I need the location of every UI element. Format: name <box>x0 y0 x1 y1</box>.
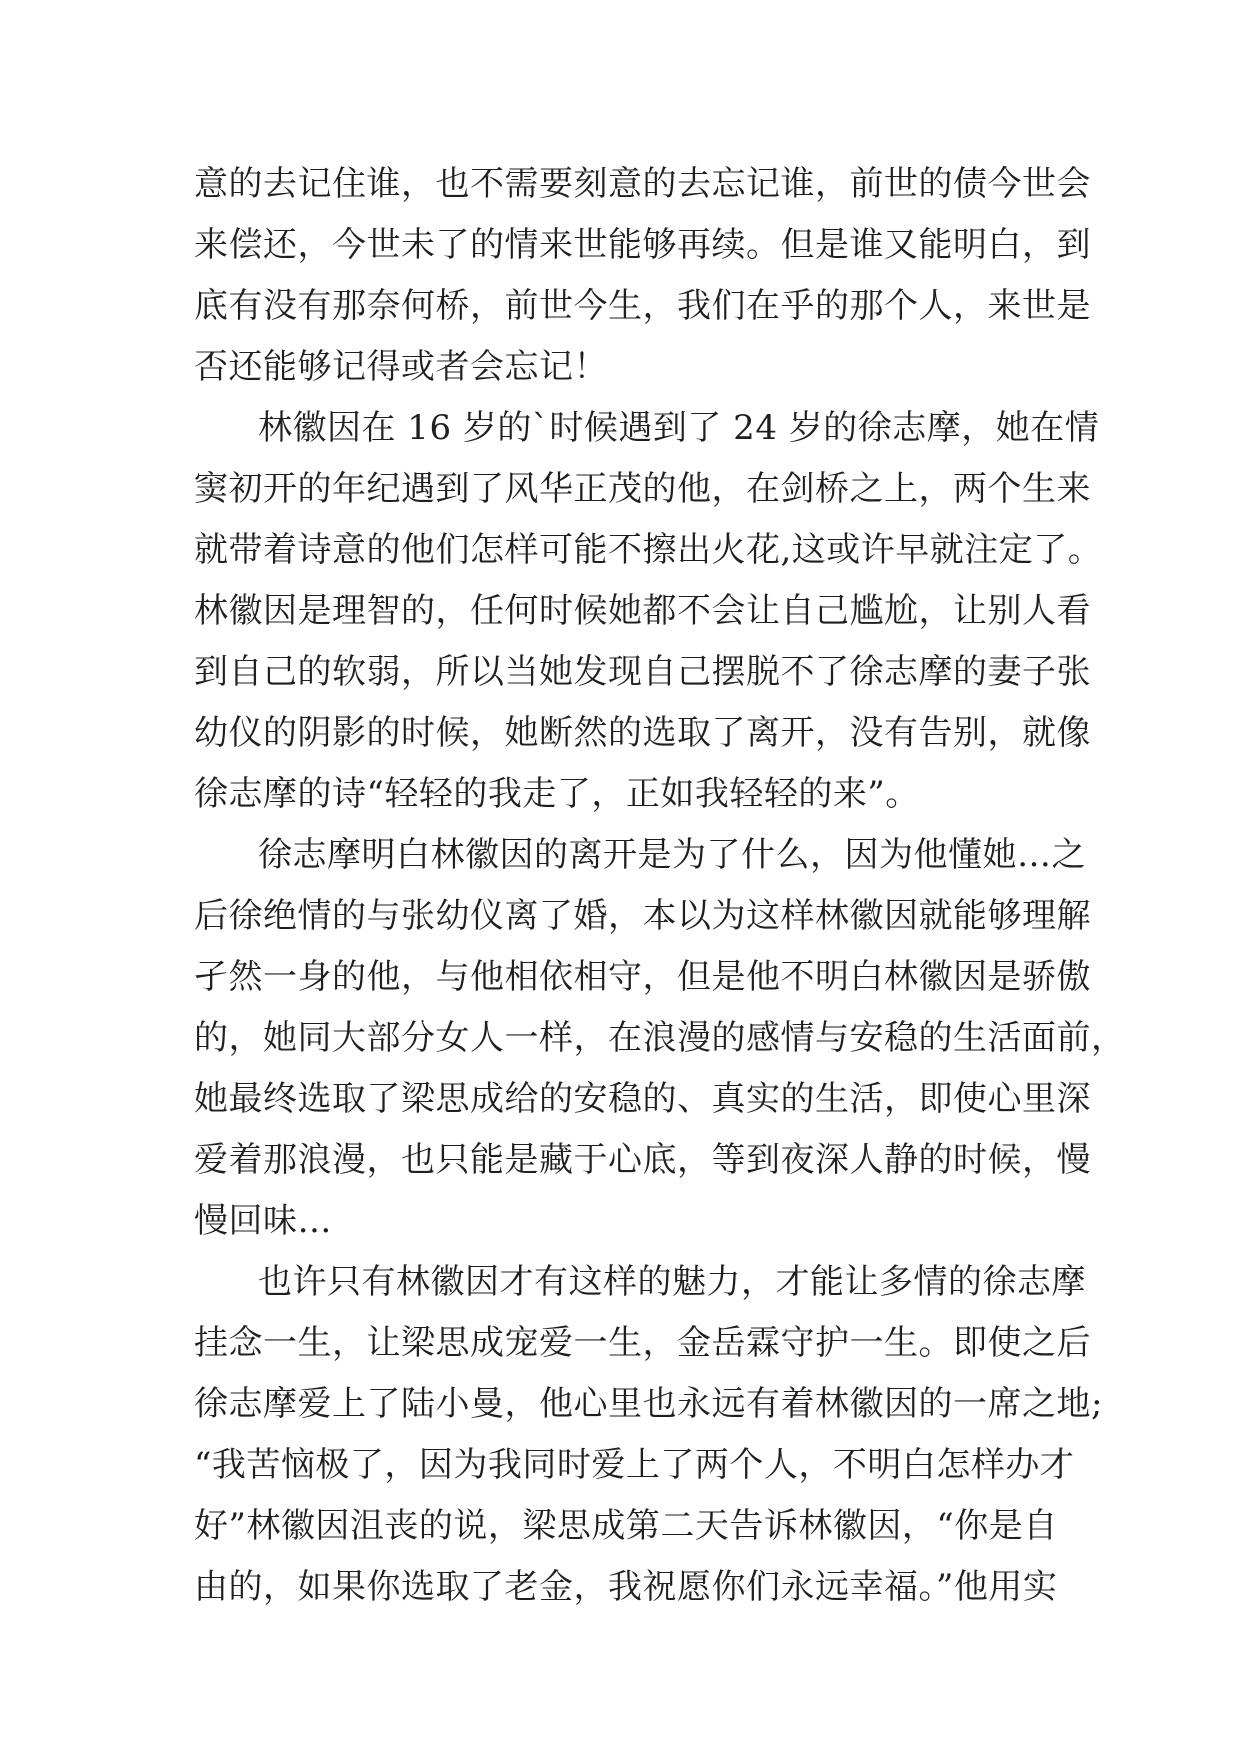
text-line: 就带着诗意的他们怎样可能不擦出火花,这或许早就注定了。 <box>194 530 1103 570</box>
text-line: 意的去记住谁，也不需要刻意的去忘记谁，前世的债今世会 <box>194 164 1091 204</box>
text-line: 由的，如果你选取了老金，我祝愿你们永远幸福。”他用实 <box>194 1567 1058 1607</box>
text-line: 爱着那浪漫，也只能是藏于心底，等到夜深人静的时候，慢 <box>194 1140 1091 1180</box>
text-line: 林徽因在 16 岁的`时候遇到了 24 岁的徐志摩，她在情 <box>258 408 1100 448</box>
paragraph-3 <box>194 825 1126 1252</box>
text-line: 幼仪的阴影的时候，她断然的选取了离开，没有告别，就像 <box>194 713 1091 753</box>
text-line: 慢回味… <box>194 1201 332 1241</box>
paragraph-1 <box>194 154 1091 398</box>
text-line: 林徽因是理智的，任何时候她都不会让自己尴尬，让别人看 <box>194 591 1091 631</box>
text-line: 她最终选取了梁思成给的安稳的、真实的生活，即使心里深 <box>194 1079 1091 1119</box>
body-text <box>194 154 1126 1618</box>
paragraph-2 <box>194 398 1103 825</box>
text-line: 的，她同大部分女人一样，在浪漫的感情与安稳的生活面前， <box>194 1018 1126 1058</box>
paragraph-4 <box>194 1252 1103 1618</box>
text-line: 来偿还，今世未了的情来世能够再续。但是谁又能明白，到 <box>194 225 1091 265</box>
text-line: “我苦恼极了，因为我同时爱上了两个人，不明白怎样办才 <box>194 1445 1075 1485</box>
text-line: 徐志摩的诗“轻轻的我走了，正如我轻轻的来”。 <box>194 774 920 814</box>
text-line: 挂念一生，让梁思成宠爱一生，金岳霖守护一生。即使之后 <box>194 1323 1091 1363</box>
text-line: 也许只有林徽因才有这样的魅力，才能让多情的徐志摩 <box>258 1262 1086 1302</box>
text-line: 徐志摩爱上了陆小曼，他心里也永远有着林徽因的一席之地; <box>194 1384 1103 1424</box>
text-line: 徐志摩明白林徽因的离开是为了什么，因为他懂她…之 <box>258 835 1086 875</box>
text-line: 到自己的软弱，所以当她发现自己摆脱不了徐志摩的妻子张 <box>194 652 1091 692</box>
text-line: 否还能够记得或者会忘记！ <box>194 347 608 387</box>
text-line: 后徐绝情的与张幼仪离了婚，本以为这样林徽因就能够理解 <box>194 896 1091 936</box>
text-line: 孑然一身的他，与他相依相守，但是他不明白林徽因是骄傲 <box>194 957 1091 997</box>
text-line: 好”林徽因沮丧的说，梁思成第二天告诉林徽因，“你是自 <box>194 1506 1058 1546</box>
text-line: 窦初开的年纪遇到了风华正茂的他，在剑桥之上，两个生来 <box>194 469 1091 509</box>
text-line: 底有没有那奈何桥，前世今生，我们在乎的那个人，来世是 <box>194 286 1091 326</box>
